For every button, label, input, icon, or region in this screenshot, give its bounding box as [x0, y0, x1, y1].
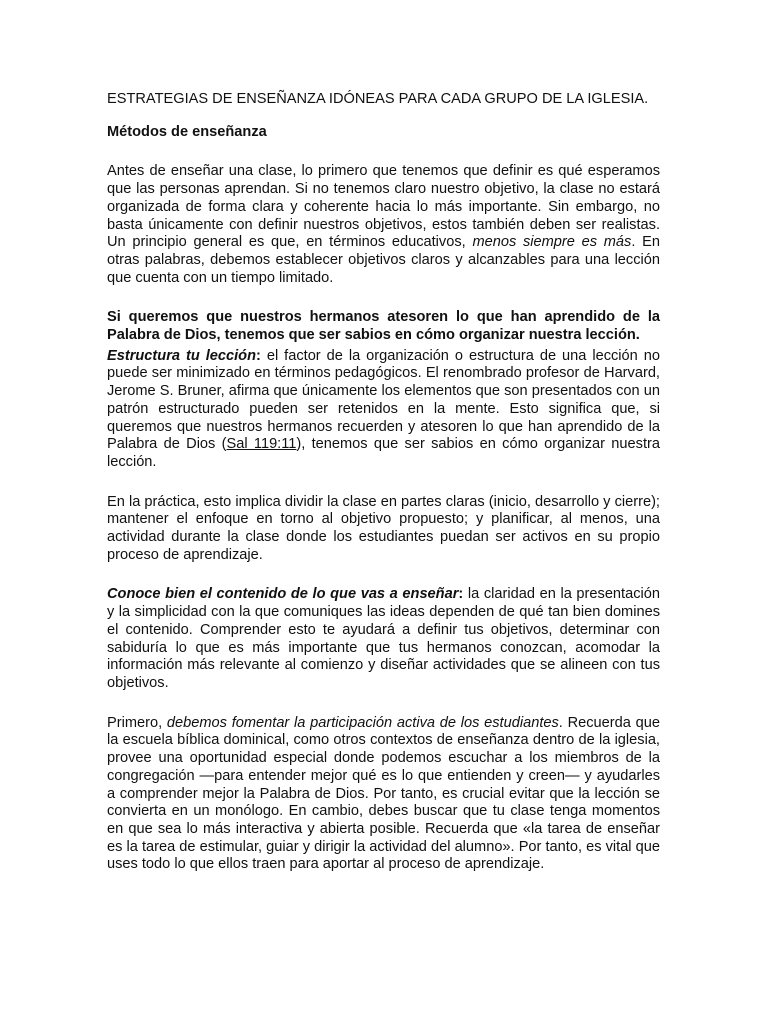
- know-content-colon: :: [458, 586, 464, 603]
- key-statement: Si queremos que nuestros hermanos atesoren lo que han aprendido de la Palabra de Dios, tenemos que ser sabios en cómo organizar nuestra lección.: [107, 309, 660, 344]
- structure-text-start: el factor de la organización o estructura de una lección no puede ser minimizado en términos pedagógicos. El renombrado profesor de Harvard, Jerome S. Bruner, afirma que únicamente los elementos que son presentados con un patrón estructurado pueden ser retenidos en la mente. Esto significa que, si queremos que nuestros hermanos recuerden y atesoren lo que han aprendido de la Palabra de Dios (: [107, 347, 660, 453]
- intro-text-start: Antes de enseñar una clase, lo primero que tenemos que definir es qué esperamos que las personas aprendan. Si no tenemos claro nuestro objetivo, la clase no estará organizada de forma clara y coherente hacia lo más importante. Sin embargo, no basta únicamente con definir nuestros objetivos, estos también deben ser realistas. Un principio general es que, en términos educativos,: [107, 163, 660, 251]
- bible-reference-link[interactable]: Sal 119:11: [226, 436, 297, 453]
- first-emphasis: debemos fomentar la participación activa de los estudiantes: [166, 714, 559, 731]
- structure-colon: :: [256, 347, 261, 364]
- structure-lead: Estructura tu lección: [107, 347, 256, 364]
- know-content-lead: Conoce bien el contenido de lo que vas a enseñar: [107, 586, 459, 603]
- section-heading: Métodos de enseñanza: [107, 123, 267, 140]
- intro-text-end: . En otras palabras, debemos establecer objetivos claros y alcanzables para una lección que cuenta con un tiempo limitado.: [107, 234, 660, 286]
- first-text-start: Primero,: [107, 714, 167, 731]
- first-text-end: . Recuerda que la escuela bíblica dominical, como otros contextos de enseñanza dentro de la iglesia, provee una oportunidad especial donde podemos escuchar a los miembros de la congregación —para entender mejor qué es lo que entienden y creen— y ayudarles a comprender mejor la Palabra de Dios. Por tanto, es crucial evitar que la lección se convierta en un monólogo. En cambio, debes buscar que tu clase tenga momentos en que sea lo más interactiva y abierta posible. Recuerda que «la tarea de enseñar es la tarea de estimular, guiar y dirigir la actividad del alumno». Por tanto, es vital que uses todo lo que ellos traen para aportar al proceso de aprendizaje.: [107, 714, 660, 873]
- structure-paragraph: [107, 348, 660, 472]
- intro-emphasis: menos siempre es más: [472, 234, 632, 251]
- know-content-text: la claridad en la presentación y la simplicidad con la que comuniques las ideas dependen de qué tan bien domines el contenido. Comprender esto te ayudará a definir tus objetivos, determinar con sabiduría lo que es más importante que tus hermanos conozcan, acomodar la información más relevante al comienzo y diseñar actividades que se alineen con tus objetivos.: [107, 586, 660, 691]
- intro-paragraph: [107, 163, 660, 287]
- practice-paragraph: En la práctica, esto implica dividir la clase en partes claras (inicio, desarrollo y cierre); mantener el enfoque en torno al objetivo propuesto; y planificar, al menos, una actividad durante la clase donde los estudiantes puedan ser activos en su propio proceso de aprendizaje.: [107, 493, 660, 563]
- know-content-paragraph: [107, 586, 660, 692]
- first-paragraph: [107, 715, 660, 874]
- document-title: ESTRATEGIAS DE ENSEÑANZA IDÓNEAS PARA CADA GRUPO DE LA IGLESIA.: [107, 91, 649, 107]
- structure-text-end: ), tenemos que ser sabios en cómo organizar nuestra lección.: [107, 436, 660, 470]
